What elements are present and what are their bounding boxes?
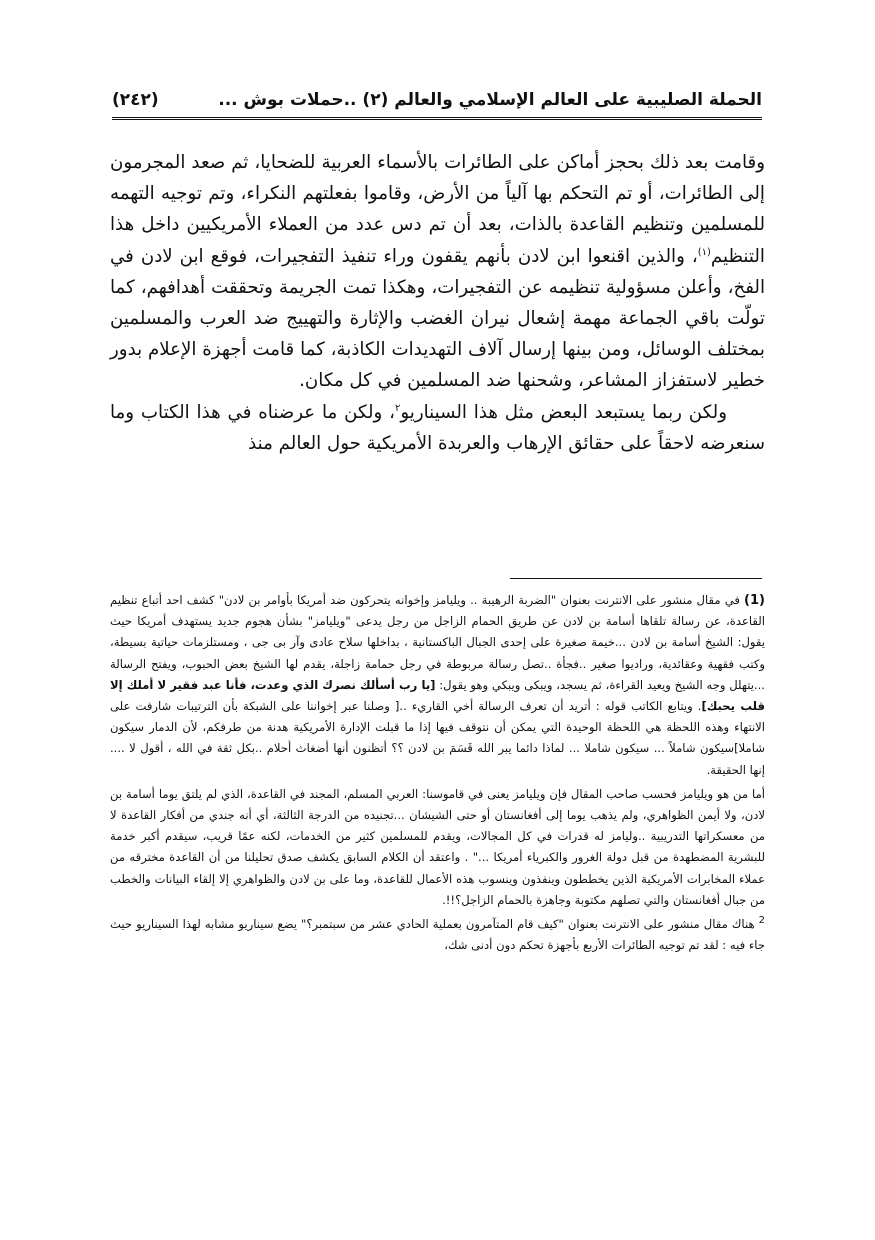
footnote-divider: [510, 578, 762, 579]
page-number: (٢٤٢): [112, 90, 159, 110]
paragraph-2: [110, 397, 765, 459]
footnotes: [110, 590, 765, 959]
header-divider: [112, 117, 762, 120]
footnote-2-marker: 2: [758, 915, 765, 927]
paragraph-1-part-a: وقامت بعد ذلك بحجز أماكن على الطائرات بالأسماء العربية للضحايا، ثم صعد المجرمون إلى الطائرات، أو تم التحكم بها آلياً من الأرض، وقاموا بفعلتهم النكراء، وتم توجيه التهمه للمسلمين وتنظيم القاعدة بالذات، بعد أن تم دس عدد من العملاء الأمريكيين داخل هذا التنظيم: [110, 152, 765, 267]
paragraph-2-part-b: ، ولكن ما عرضناه في هذا الكتاب وما سنعرضه لاحقاً على حقائق الإرهاب والعربدة الأمريكية حول العالم منذ: [110, 401, 765, 454]
footnote-1-continued: [110, 784, 765, 911]
footnote-1-quote: [يا رب أسألك نصرك الذي وعدت، فأنا عبد فقير لا أملك إلا قلب يحبك]: [110, 677, 765, 714]
footnote-ref-2: ٢: [395, 402, 401, 414]
footnote-2-text: هناك مقال منشور على الانترنت بعنوان "كيف قام المتآمرون بعملية الحادي عشر من سبتمبر؟" يضع سيناريو مشابه لهذا السيناريو حيث جاء فيه : لقد تم توجيه الطائرات الأربع بأجهزة تحكم دون أدنى شك،: [110, 917, 765, 953]
running-header: [112, 86, 762, 116]
footnote-1-part-c: أما من هو ويليامز فحسب صاحب المقال فإن ويليامز يعنى في قاموسنا: العربي المسلم، المجند في القاعدة، الذي لم يلتق يوما أسامة بن لادن، ولا أيمن الظواهري، ولم يذهب يوما إلى أفغانستان أو حتى الشيشان ...تجنيده من الدرجة الثالثة، أي أنه جندي من أفكار القاعدة لا من معسكراتها التدريبية ..وليامز له قدرات في كل المجالات، ويقدم للمسلمين كثير من الخدمات، لكنه عمًا قريب، سيقدم أكبر خدمة للبشرية المضطهدة من قبل دولة الغرور والكبرياء أمريكا ..." . واعتقد أن الكلام السابق يكشف صدق تحليلنا من أن القاعدة مخترقه من عملاء المخابرات الأمريكية الذين يخططون وينفذون وينسوب هذه الأعمال للقاعدة، وما على بن لادن والظواهري إلا إلقاء البيانات والخطب من جبال أفغانستان والتي تصلهم مكتوبة وجاهزة بالحمام الزاجل؟!!.: [110, 786, 765, 907]
footnote-1-marker: (1): [744, 593, 765, 608]
footnote-1-part-a: في مقال منشور على الانترنت بعنوان "الضربة الرهيبة .. ويليامز وإخوانه يتحركون ضد أمريكا بأوامر بن لادن" كشف احد أتباع تنظيم القاعدة، عن رسالة تلقاها أسامة بن لادن عن طريق الحمام الزاجل من رجل يدعى "ويليامز" بشأن هجوم جديد يستهدف أمريكا حيث يقول: الشيخ أسامة بن لادن ...خيمة صغيرة على إحدى الجبال الباكستانية ، بداخلها سلاح عادى وآر بى جى ، ومستلزمات حياتية بسيطة، وكتب فقهية وعقائدية، وراديوا صغير ..فجأة ..تصل رسالة مربوطة في رجل حمامة زاجلة، يقدم لها الشيخ بعض الحبوب، ويفتح الرسالة ...يتهلل وجه الشيخ ويعيد القراءة، ثم يسجد، ويبكى ويبكي وهو يقول:: [110, 593, 765, 692]
footnote-1: [110, 590, 765, 781]
paragraph-2-part-a: ولكن ربما يستبعد البعض مثل هذا السيناريو: [400, 401, 727, 423]
footnote-1-part-b: . ويتابع الكاتب قوله : أتريد أن تعرف الرسالة أخي القاريء ..[ وصلنا عبر إخواننا على الشبكة بأن الترتيبات شارفت على الانتهاء وهذه اللحظة هي اللحظة الوحيدة التي يمكن أن نتوقف فيها إذا ما قبلت الإدارة الأمريكية هدنة من طرفكم، لأن الدمار سيكون شاملا]سيكون شاملاً ... سيكون شاملا ... لماذا دائما يبر الله قَسَمَ بن لادن ؟؟ أتظنون أنها أضغاث أحلام ..بكل ثقة في الله ، أقول لا .... إنها الحقيقة.: [110, 699, 765, 777]
paragraph-1-part-b: ، والذين اقنعوا ابن لادن بأنهم يقفون وراء تنفيذ التفجيرات، فوقع ابن لادن في الفخ، وأعلن مسؤولية تنظيمه عن التفجيرات، وهكذا تمت الجريمة وتحققت أهدافهم، كما تولّت باقي الجماعة مهمة إشعال نيران الغضب والإثارة والتهييج ضد العرب والمسلمين بمختلف الوسائل، ومن بينها إرسال آلاف التهديدات الكاذبة، كما قامت أجهزة الإعلام بدور خطير لاستفزاز المشاعر، وشحنها ضد المسلمين في كل مكان.: [110, 245, 765, 392]
footnote-2: [110, 914, 765, 956]
footnote-ref-1: (١): [697, 246, 711, 258]
paragraph-1: [110, 147, 765, 397]
running-title: الحملة الصليبية على العالم الإسلامي والعالم (٢) ..حملات بوش ...: [218, 90, 762, 110]
main-text: [110, 147, 765, 459]
